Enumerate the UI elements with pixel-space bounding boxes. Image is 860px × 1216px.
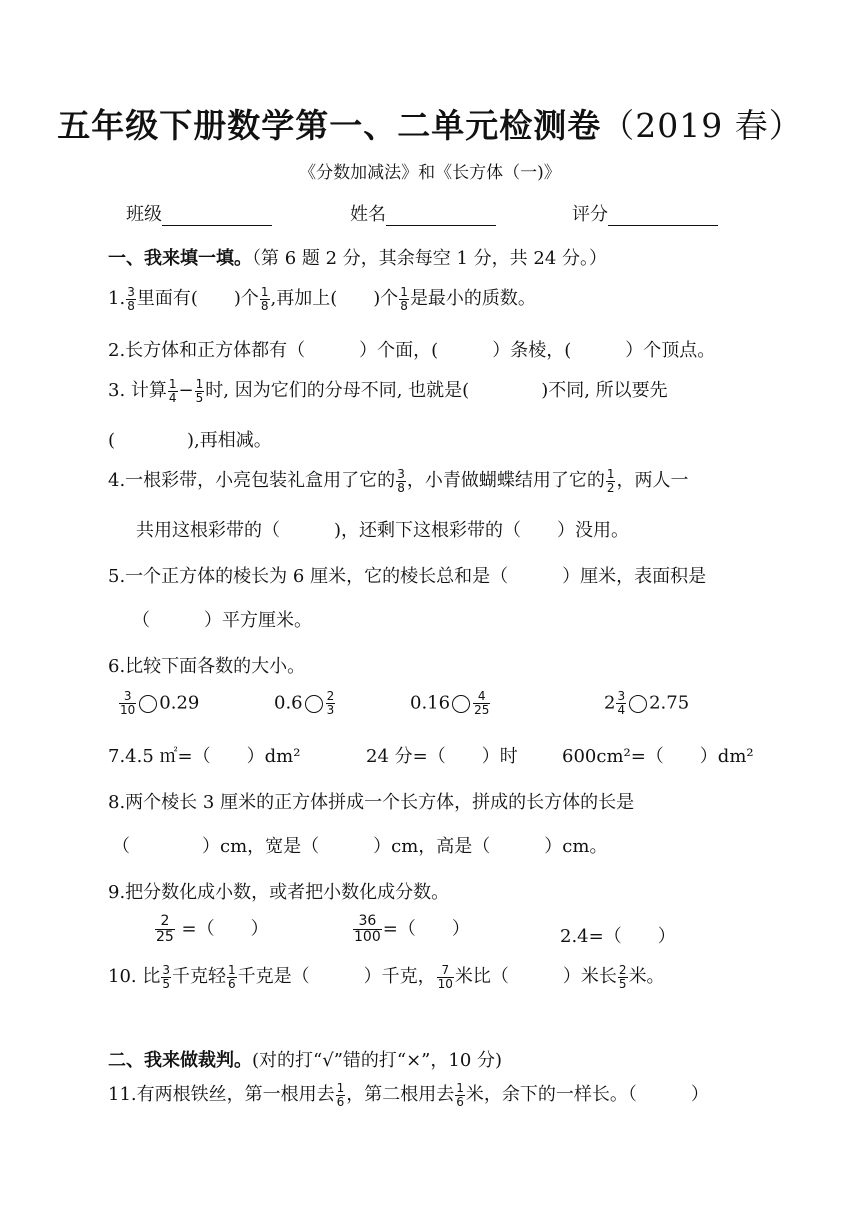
convert-3: 2.4=（ ） (560, 926, 676, 947)
question-9: 9.把分数化成小数，或者把小数化成分数。 (108, 882, 450, 903)
question-2: 2.长方体和正方体都有（ ）个面，( ）条棱，( ）个顶点。 (108, 340, 716, 361)
question-4-cont: 共用这根彩带的（ )，还剩下这根彩带的（ ）没用。 (136, 520, 630, 541)
title-main: 五年级下册数学第一、二单元检测卷 (57, 106, 602, 145)
score-field: 评分 (572, 200, 718, 226)
class-field: 班级 (126, 200, 272, 226)
convert-2: $\frac{36}{100}$ =（ ） (354, 913, 470, 945)
compare-1: $\frac{3}{10}$ 0.29 (120, 689, 200, 717)
class-blank[interactable] (162, 207, 272, 226)
section2-heading: 二、我来做裁判。(对的打“√”错的打“×”，10 分) (108, 1050, 503, 1071)
question-3-cont: ( ),再相减。 (108, 430, 272, 451)
question-8-cont: （ ）cm，宽是（ ）cm，高是（ ）cm。 (112, 836, 608, 857)
compare-circle-1[interactable] (139, 695, 157, 713)
compare-circle-4[interactable] (629, 695, 647, 713)
question-5-cont: （ ）平方厘米。 (132, 610, 312, 631)
question-1: 1. $\frac{3}{8}$ 里面有( )个 $\frac{1}{8}$ ,再加上( )个 $\frac{1}{8}$ 是最小的质数。 (108, 284, 536, 313)
question-11: 11.有两根铁丝，第一根用去 $\frac{1}{6}$ ，第二根用去 $\frac{1}{6}$ 米，余下的一样长。（ ） (108, 1080, 709, 1109)
question-6: 6.比较下面各数的大小。 (108, 656, 306, 677)
score-blank[interactable] (608, 207, 718, 226)
question-3: 3. 计算 $\frac{1}{4}$ − $\frac{1}{5}$ 时, 因为它们的分母不同, 也就是( )不同, 所以要先 (108, 376, 668, 405)
compare-2: 0.6 $\frac{2}{3}$ (274, 689, 335, 717)
compare-4: 2 $\frac{3}{4}$ 2.75 (604, 689, 690, 717)
question-4: 4.一根彩带，小亮包装礼盒用了它的 $\frac{3}{8}$ ，小青做蝴蝶结用了它的 $\frac{1}{2}$ ，两人一 (108, 466, 689, 495)
name-blank[interactable] (386, 207, 496, 226)
subtitle: 《分数加减法》和《长方体（一)》 (299, 163, 561, 183)
question-8: 8.两个棱长 3 厘米的正方体拼成一个长方体，拼成的长方体的长是 (108, 792, 635, 813)
question-7a: 7.4.5 ㎡=（ ）dm² (108, 746, 301, 767)
question-7c: 600cm²=（ ）dm² (562, 746, 754, 767)
compare-3: 0.16 $\frac{4}{25}$ (410, 689, 490, 717)
question-7b: 24 分=（ ）时 (366, 746, 518, 767)
question-5: 5.一个正方体的棱长为 6 厘米，它的棱长总和是（ ）厘米，表面积是 (108, 566, 707, 587)
compare-circle-2[interactable] (305, 695, 323, 713)
question-10: 10. 比 $\frac{3}{5}$ 千克轻 $\frac{1}{6}$ 千克是（ ）千克， $\frac{7}{10}$ 米比（ ）米长 $\frac{2}{5}$ 米。 (108, 962, 665, 991)
page-title (0, 100, 860, 147)
compare-circle-3[interactable] (452, 695, 470, 713)
title-year: （2019 春） (601, 106, 803, 145)
convert-1: $\frac{2}{25}$ =（ ） (156, 913, 269, 945)
section1-heading: 一、我来填一填。（第 6 题 2 分，其余每空 1 分，共 24 分。） (108, 248, 608, 269)
name-field: 姓名 (350, 200, 496, 226)
